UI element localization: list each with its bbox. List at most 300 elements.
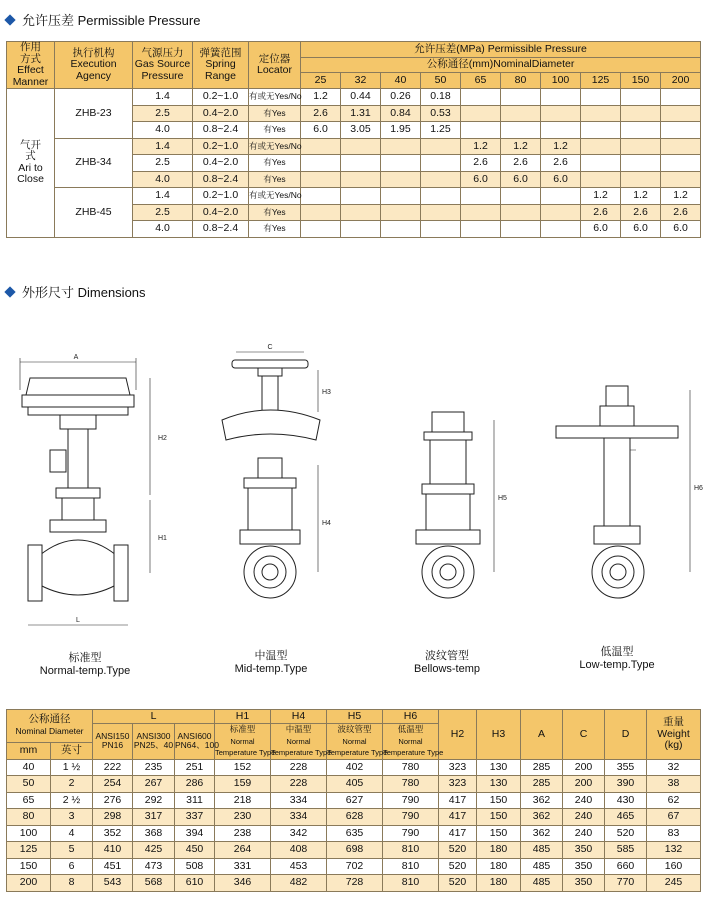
dimension-value-cell: 520 [439, 875, 477, 892]
pressure-value-cell: 6.0 [461, 171, 501, 188]
gas-pressure-cell: 1.4 [133, 138, 193, 155]
pressure-value-cell [381, 138, 421, 155]
normal-temp-valve-drawing [20, 354, 167, 625]
dimension-value-cell: 627 [327, 792, 383, 809]
dimension-value-cell: 405 [327, 776, 383, 793]
dimension-value-cell: 317 [133, 809, 175, 826]
dimension-value-cell: 62 [647, 792, 701, 809]
dimension-value-cell: 520 [439, 842, 477, 859]
dimension-value-cell: 5 [51, 842, 93, 859]
locator-cell: 有Yes [249, 105, 301, 122]
table-row [7, 809, 701, 826]
pressure-value-cell [501, 221, 541, 238]
dimension-value-cell: 235 [133, 759, 175, 776]
pressure-value-cell: 2.6 [301, 105, 341, 122]
dimension-value-cell: 4 [51, 825, 93, 842]
dimension-value-cell: 810 [383, 858, 439, 875]
header-l-ansi300: ANSI300 PN25、40 [133, 724, 175, 760]
dimension-value-cell: 152 [215, 759, 271, 776]
spring-range-cell: 0.8~2.4 [193, 221, 249, 238]
dimension-value-cell: 132 [647, 842, 701, 859]
header-gas-source: 气源压力 Gas Source Pressure [133, 42, 193, 89]
spring-range-cell: 0.4~2.0 [193, 155, 249, 172]
pressure-value-cell [581, 105, 621, 122]
pressure-value-cell: 2.6 [461, 155, 501, 172]
dimension-value-cell: 286 [175, 776, 215, 793]
caption-low-temp: 低温型 Low-temp.Type [579, 646, 655, 671]
header-h1-type: 标准型 Normal Temperature Type [215, 724, 271, 760]
dimension-value-cell: 334 [271, 809, 327, 826]
locator-cell: 有Yes [249, 155, 301, 172]
pressure-value-cell: 6.0 [621, 221, 661, 238]
dimension-value-cell: 50 [7, 776, 51, 793]
header-execution-agency: 执行机构 Execution Agency [55, 42, 133, 89]
agency-cell: ZHB-34 [55, 138, 133, 188]
pressure-value-cell [421, 188, 461, 205]
header-diameter-cell: 32 [341, 73, 381, 89]
pressure-value-cell: 2.6 [621, 204, 661, 221]
pressure-value-cell: 1.2 [301, 89, 341, 106]
locator-cell: 有或无Yes/No [249, 89, 301, 106]
header-h6: H6 [383, 710, 439, 724]
pressure-value-cell [621, 138, 661, 155]
dimension-value-cell: 362 [521, 809, 563, 826]
header-effect-manner: 作用 方式 Effect Manner [7, 42, 55, 89]
dimension-value-cell: 65 [7, 792, 51, 809]
pressure-value-cell: 0.18 [421, 89, 461, 106]
dimension-value-cell: 230 [215, 809, 271, 826]
pressure-value-cell [461, 122, 501, 139]
dimension-value-cell: 810 [383, 842, 439, 859]
pressure-value-cell [461, 204, 501, 221]
header-h1: H1 [215, 710, 271, 724]
pressure-value-cell [501, 188, 541, 205]
pressure-value-cell: 1.25 [421, 122, 461, 139]
section-heading-dimensions [6, 282, 146, 301]
dimension-value-cell: 350 [563, 875, 605, 892]
table-row [7, 792, 701, 809]
pressure-value-cell [501, 105, 541, 122]
pressure-value-cell [581, 155, 621, 172]
pressure-value-cell: 1.2 [541, 138, 581, 155]
pressure-value-cell [341, 155, 381, 172]
dimension-value-cell: 425 [133, 842, 175, 859]
header-diameter-cell: 200 [661, 73, 701, 89]
dimension-value-cell: 32 [647, 759, 701, 776]
dimension-value-cell: 238 [215, 825, 271, 842]
dimension-value-cell: 125 [7, 842, 51, 859]
dimension-value-cell: 368 [133, 825, 175, 842]
dimension-value-cell: 159 [215, 776, 271, 793]
pressure-value-cell [461, 188, 501, 205]
pressure-value-cell [381, 204, 421, 221]
spring-range-cell: 0.2~1.0 [193, 138, 249, 155]
dimension-value-cell: 180 [477, 875, 521, 892]
pressure-value-cell [381, 171, 421, 188]
spring-range-cell: 0.2~1.0 [193, 188, 249, 205]
dim-label-h3: H3 [322, 389, 331, 396]
pressure-value-cell [541, 188, 581, 205]
header-h6-type: 低温型 Normal Temperature Type [383, 724, 439, 760]
locator-cell: 有Yes [249, 204, 301, 221]
pressure-value-cell [541, 204, 581, 221]
pressure-value-cell: 1.95 [381, 122, 421, 139]
pressure-value-cell [341, 171, 381, 188]
dimension-value-cell: 362 [521, 825, 563, 842]
dimension-value-cell: 200 [563, 759, 605, 776]
header-diameter-cell: 100 [541, 73, 581, 89]
pressure-value-cell [541, 89, 581, 106]
dimension-value-cell: 83 [647, 825, 701, 842]
header-permissible-pressure: 允许压差(MPa) Permissible Pressure [301, 42, 701, 58]
pressure-value-cell [541, 105, 581, 122]
header-weight: 重量 Weight (kg) [647, 710, 701, 760]
pressure-value-cell [301, 138, 341, 155]
dimension-value-cell: 200 [7, 875, 51, 892]
section-title: 允许压差 Permissible Pressure [22, 13, 201, 28]
dimension-value-cell: 8 [51, 875, 93, 892]
dimension-value-cell: 346 [215, 875, 271, 892]
header-spring-range: 弹簧范围 Spring Range [193, 42, 249, 89]
pressure-value-cell: 6.0 [661, 221, 701, 238]
header-d: D [605, 710, 647, 760]
pressure-value-cell [661, 155, 701, 172]
pressure-value-cell [341, 188, 381, 205]
caption-normal-temp: 标准型 Normal-temp.Type [39, 652, 131, 677]
gas-pressure-cell: 4.0 [133, 171, 193, 188]
dimension-value-cell: 430 [605, 792, 647, 809]
dim-label-c: C [267, 344, 273, 351]
low-temp-valve-drawing [556, 386, 703, 598]
dimension-value-cell: 355 [605, 759, 647, 776]
table-row [7, 858, 701, 875]
diamond-bullet-icon [4, 286, 15, 297]
dimension-value-cell: 180 [477, 842, 521, 859]
pressure-value-cell [501, 89, 541, 106]
dimensions-table [6, 709, 701, 892]
dimension-value-cell: 660 [605, 858, 647, 875]
dimension-value-cell: 337 [175, 809, 215, 826]
bellows-valve-drawing [416, 412, 507, 598]
dimension-value-cell: 417 [439, 809, 477, 826]
pressure-value-cell [661, 138, 701, 155]
pressure-value-cell [581, 138, 621, 155]
dimension-value-cell: 80 [7, 809, 51, 826]
dimension-value-cell: 485 [521, 875, 563, 892]
pressure-value-cell: 0.26 [381, 89, 421, 106]
dimension-value-cell: 635 [327, 825, 383, 842]
dimension-value-cell: 200 [563, 776, 605, 793]
dimension-value-cell: 264 [215, 842, 271, 859]
header-mm: mm [7, 742, 51, 759]
table-row [7, 759, 701, 776]
dimension-value-cell: 342 [271, 825, 327, 842]
dimension-value-cell: 67 [647, 809, 701, 826]
dimension-value-cell: 245 [647, 875, 701, 892]
pressure-value-cell: 0.53 [421, 105, 461, 122]
permissible-pressure-table [6, 41, 701, 238]
dimension-value-cell: 1 ½ [51, 759, 93, 776]
pressure-value-cell: 6.0 [301, 122, 341, 139]
pressure-value-cell: 6.0 [501, 171, 541, 188]
dimension-value-cell: 285 [521, 776, 563, 793]
dimension-value-cell: 228 [271, 759, 327, 776]
valve-drawings [0, 300, 706, 690]
dimension-value-cell: 150 [7, 858, 51, 875]
locator-cell: 有或无Yes/No [249, 188, 301, 205]
dimension-value-cell: 417 [439, 825, 477, 842]
spring-range-cell: 0.8~2.4 [193, 171, 249, 188]
pressure-value-cell: 1.2 [501, 138, 541, 155]
header-h3: H3 [477, 710, 521, 760]
dimension-value-cell: 610 [175, 875, 215, 892]
caption-bellows: 波纹管型 Bellows-temp [413, 650, 481, 675]
dimension-value-cell: 222 [93, 759, 133, 776]
pressure-value-cell [581, 122, 621, 139]
caption-mid-temp: 中温型 Mid-temp.Type [234, 650, 308, 675]
dimension-value-cell: 453 [271, 858, 327, 875]
locator-cell: 有Yes [249, 122, 301, 139]
header-nominal-diameter: 公称通径(mm)NominalDiameter [301, 57, 701, 73]
header-locator: 定位器 Locator [249, 42, 301, 89]
dim-label-h1: H1 [158, 535, 167, 542]
header-diameter-cell: 40 [381, 73, 421, 89]
locator-cell: 有或无Yes/No [249, 138, 301, 155]
locator-cell: 有Yes [249, 171, 301, 188]
pressure-value-cell [621, 122, 661, 139]
header-diameter-cell: 125 [581, 73, 621, 89]
pressure-value-cell: 1.2 [461, 138, 501, 155]
dim-label-h2: H2 [158, 435, 167, 442]
dimension-value-cell: 520 [439, 858, 477, 875]
pressure-value-cell [461, 105, 501, 122]
dimension-value-cell: 790 [383, 825, 439, 842]
pressure-value-cell [661, 89, 701, 106]
dimension-value-cell: 251 [175, 759, 215, 776]
header-diameter-cell: 65 [461, 73, 501, 89]
pressure-value-cell: 1.2 [661, 188, 701, 205]
pressure-value-cell [461, 89, 501, 106]
dimension-value-cell: 350 [563, 842, 605, 859]
pressure-value-cell: 2.6 [541, 155, 581, 172]
header-nominal-diameter: 公称通径 Nominal Diameter [7, 710, 93, 743]
agency-cell: ZHB-45 [55, 188, 133, 238]
dimension-value-cell: 323 [439, 776, 477, 793]
dimension-value-cell: 628 [327, 809, 383, 826]
dimension-value-cell: 417 [439, 792, 477, 809]
dimension-value-cell: 465 [605, 809, 647, 826]
dimension-value-cell: 6 [51, 858, 93, 875]
dimension-value-cell: 240 [563, 809, 605, 826]
header-h4-type: 中温型 Normal Temperature Type [271, 724, 327, 760]
spring-range-cell: 0.8~2.4 [193, 122, 249, 139]
dimension-value-cell: 240 [563, 825, 605, 842]
pressure-value-cell [581, 171, 621, 188]
dimension-value-cell: 485 [521, 842, 563, 859]
dimension-value-cell: 568 [133, 875, 175, 892]
table-row [7, 138, 701, 155]
pressure-value-cell [341, 138, 381, 155]
dimension-value-cell: 311 [175, 792, 215, 809]
pressure-value-cell [661, 171, 701, 188]
pressure-value-cell [501, 204, 541, 221]
dimension-value-cell: 323 [439, 759, 477, 776]
dimension-value-cell: 2 ½ [51, 792, 93, 809]
gas-pressure-cell: 2.5 [133, 204, 193, 221]
pressure-value-cell [341, 221, 381, 238]
gas-pressure-cell: 2.5 [133, 105, 193, 122]
pressure-value-cell: 2.6 [501, 155, 541, 172]
dimension-value-cell: 585 [605, 842, 647, 859]
dim-label-h5: H5 [498, 495, 507, 502]
pressure-value-cell [421, 171, 461, 188]
pressure-value-cell [341, 204, 381, 221]
dimension-value-cell: 276 [93, 792, 133, 809]
header-c: C [563, 710, 605, 760]
pressure-value-cell: 1.2 [621, 188, 661, 205]
dimension-value-cell: 408 [271, 842, 327, 859]
pressure-value-cell [381, 221, 421, 238]
dimension-value-cell: 160 [647, 858, 701, 875]
section-heading-pressure [6, 10, 200, 29]
table-row [7, 89, 701, 106]
dimension-value-cell: 292 [133, 792, 175, 809]
pressure-value-cell [421, 155, 461, 172]
dimension-value-cell: 2 [51, 776, 93, 793]
dimension-value-cell: 728 [327, 875, 383, 892]
pressure-value-cell [621, 155, 661, 172]
dimension-value-cell: 790 [383, 792, 439, 809]
section-title: 外形尺寸 Dimensions [22, 285, 146, 300]
dimension-value-cell: 520 [605, 825, 647, 842]
pressure-value-cell: 2.6 [581, 204, 621, 221]
pressure-value-cell [661, 105, 701, 122]
spring-range-cell: 0.4~2.0 [193, 105, 249, 122]
pressure-value-cell [421, 221, 461, 238]
dim-label-h6: H6 [694, 485, 703, 492]
table-row [7, 842, 701, 859]
dimension-value-cell: 543 [93, 875, 133, 892]
header-h5: H5 [327, 710, 383, 724]
dimension-value-cell: 38 [647, 776, 701, 793]
dimension-value-cell: 40 [7, 759, 51, 776]
pressure-value-cell: 2.6 [661, 204, 701, 221]
dimension-value-cell: 780 [383, 776, 439, 793]
dimension-value-cell: 218 [215, 792, 271, 809]
effect-manner-cell: 气开 式 Ari to Close [7, 89, 55, 238]
dimension-value-cell: 254 [93, 776, 133, 793]
dimension-value-cell: 298 [93, 809, 133, 826]
table-row [7, 188, 701, 205]
dim-label-l: L [76, 617, 80, 624]
header-l-ansi150: ANSI150 PN16 [93, 724, 133, 760]
dimension-value-cell: 698 [327, 842, 383, 859]
pressure-value-cell: 6.0 [541, 171, 581, 188]
header-h2: H2 [439, 710, 477, 760]
header-diameter-cell: 150 [621, 73, 661, 89]
pressure-value-cell [581, 89, 621, 106]
dimension-value-cell: 130 [477, 759, 521, 776]
dimension-value-cell: 130 [477, 776, 521, 793]
header-inch: 英寸 [51, 742, 93, 759]
table-row [7, 875, 701, 892]
pressure-value-cell [301, 171, 341, 188]
gas-pressure-cell: 4.0 [133, 122, 193, 139]
dim-label-a: A [73, 354, 79, 361]
header-h4: H4 [271, 710, 327, 724]
spring-range-cell: 0.4~2.0 [193, 204, 249, 221]
pressure-value-cell [541, 221, 581, 238]
dimension-value-cell: 334 [271, 792, 327, 809]
dimension-value-cell: 473 [133, 858, 175, 875]
dimension-value-cell: 100 [7, 825, 51, 842]
dimension-value-cell: 770 [605, 875, 647, 892]
pressure-value-cell [381, 155, 421, 172]
pressure-value-cell [421, 138, 461, 155]
pressure-value-cell [301, 221, 341, 238]
dimension-value-cell: 810 [383, 875, 439, 892]
dimension-value-cell: 482 [271, 875, 327, 892]
spring-range-cell: 0.2~1.0 [193, 89, 249, 106]
pressure-value-cell [621, 171, 661, 188]
pressure-value-cell [621, 89, 661, 106]
pressure-value-cell [421, 204, 461, 221]
header-h5-type: 波纹管型 Normal Temperature Type [327, 724, 383, 760]
dimension-value-cell: 450 [175, 842, 215, 859]
dimension-value-cell: 362 [521, 792, 563, 809]
pressure-value-cell: 1.2 [581, 188, 621, 205]
dimension-value-cell: 150 [477, 809, 521, 826]
dimension-value-cell: 394 [175, 825, 215, 842]
pressure-value-cell [541, 122, 581, 139]
header-diameter-cell: 50 [421, 73, 461, 89]
dimension-value-cell: 267 [133, 776, 175, 793]
pressure-value-cell: 3.05 [341, 122, 381, 139]
pressure-value-cell [461, 221, 501, 238]
dimension-value-cell: 402 [327, 759, 383, 776]
dimension-value-cell: 285 [521, 759, 563, 776]
table-row [7, 825, 701, 842]
dimension-value-cell: 352 [93, 825, 133, 842]
header-a: A [521, 710, 563, 760]
mid-temp-valve-drawing [222, 344, 331, 598]
pressure-value-cell [501, 122, 541, 139]
pressure-value-cell [621, 105, 661, 122]
dimension-value-cell: 780 [383, 759, 439, 776]
dimension-value-cell: 790 [383, 809, 439, 826]
dimension-value-cell: 150 [477, 825, 521, 842]
dimension-value-cell: 410 [93, 842, 133, 859]
header-diameter-cell: 80 [501, 73, 541, 89]
gas-pressure-cell: 1.4 [133, 89, 193, 106]
dimension-value-cell: 3 [51, 809, 93, 826]
dimension-value-cell: 508 [175, 858, 215, 875]
gas-pressure-cell: 4.0 [133, 221, 193, 238]
agency-cell: ZHB-23 [55, 89, 133, 139]
gas-pressure-cell: 1.4 [133, 188, 193, 205]
dimension-value-cell: 702 [327, 858, 383, 875]
pressure-value-cell [301, 188, 341, 205]
pressure-value-cell [301, 204, 341, 221]
dimension-value-cell: 240 [563, 792, 605, 809]
diamond-bullet-icon [4, 14, 15, 25]
dim-label-h4: H4 [322, 520, 331, 527]
pressure-value-cell: 0.84 [381, 105, 421, 122]
dimension-value-cell: 331 [215, 858, 271, 875]
dimension-value-cell: 180 [477, 858, 521, 875]
pressure-value-cell [301, 155, 341, 172]
dimension-value-cell: 228 [271, 776, 327, 793]
